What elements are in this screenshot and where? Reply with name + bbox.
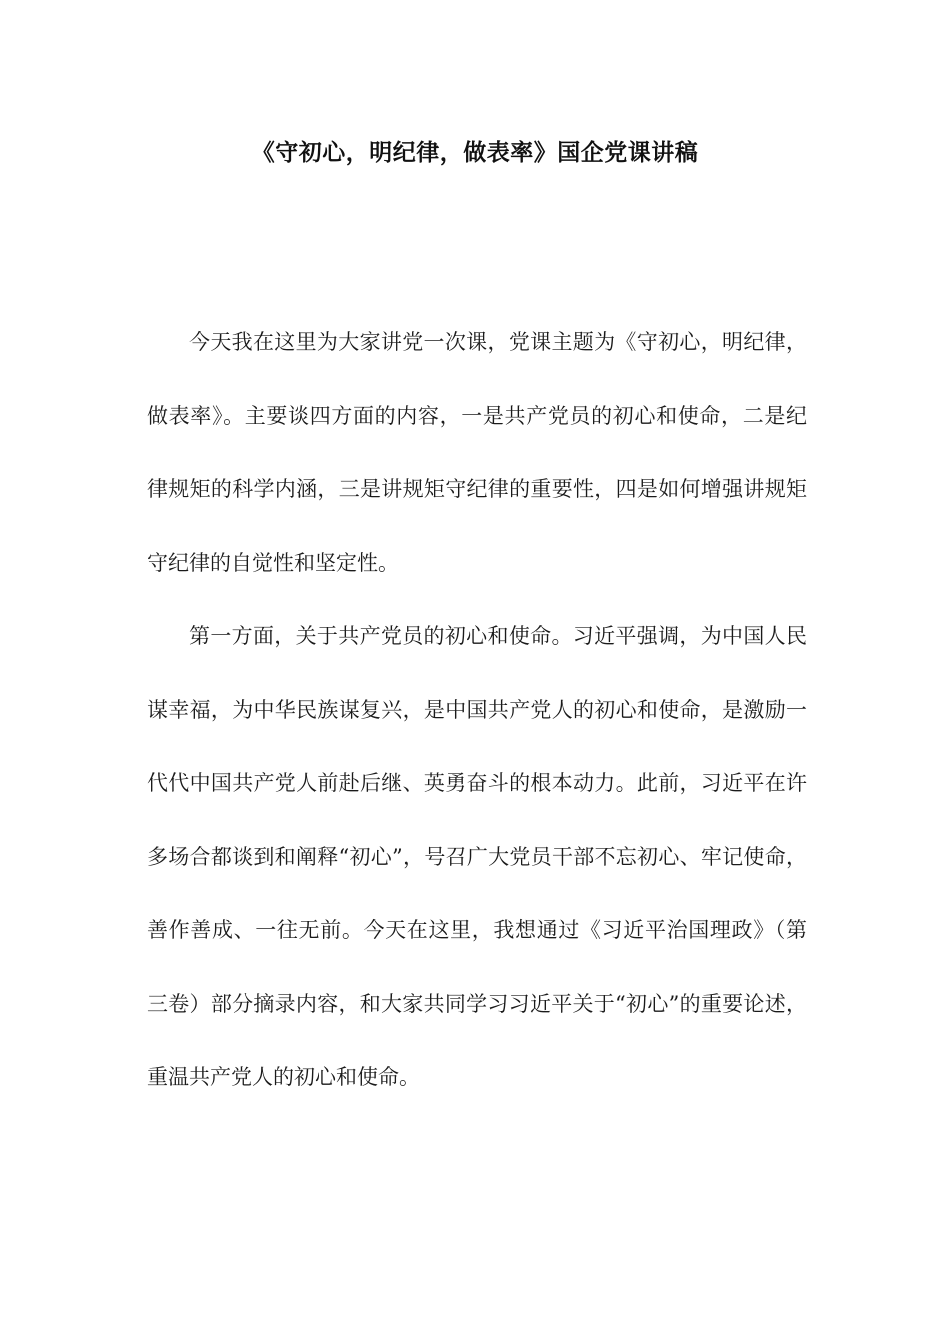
paragraph-intro: 今天我在这里为大家讲党一次课，党课主题为《守初心，明纪律，做表率》。主要谈四方面的内容，一是共产党员的初心和使命，二是纪律规矩的科学内涵，三是讲规矩守纪律的重要性，四是如何增强讲规矩守纪律的自觉性和坚定性。 (147, 330, 807, 575)
paragraph-section-one: 第一方面，关于共产党员的初心和使命。习近平强调，为中国人民谋幸福，为中华民族谋复兴，是中国共产党人的初心和使命，是激励一代代中国共产党人前赴后继、英勇奋斗的根本动力。此前，习近平在许多场合都谈到和阐释“初心”，号召广大党员干部不忘初心、牢记使命，善作善成、一往无前。今天在这里，我想通过《习近平治国理政》（第三卷）部分摘录内容，和大家共同学习习近平关于“初心”的重要论述，重温共产党人的初心和使命。 (147, 624, 807, 1089)
document-title: 《守初心，明纪律，做表率》国企党课讲稿 (251, 139, 699, 166)
document-body (147, 306, 807, 1115)
